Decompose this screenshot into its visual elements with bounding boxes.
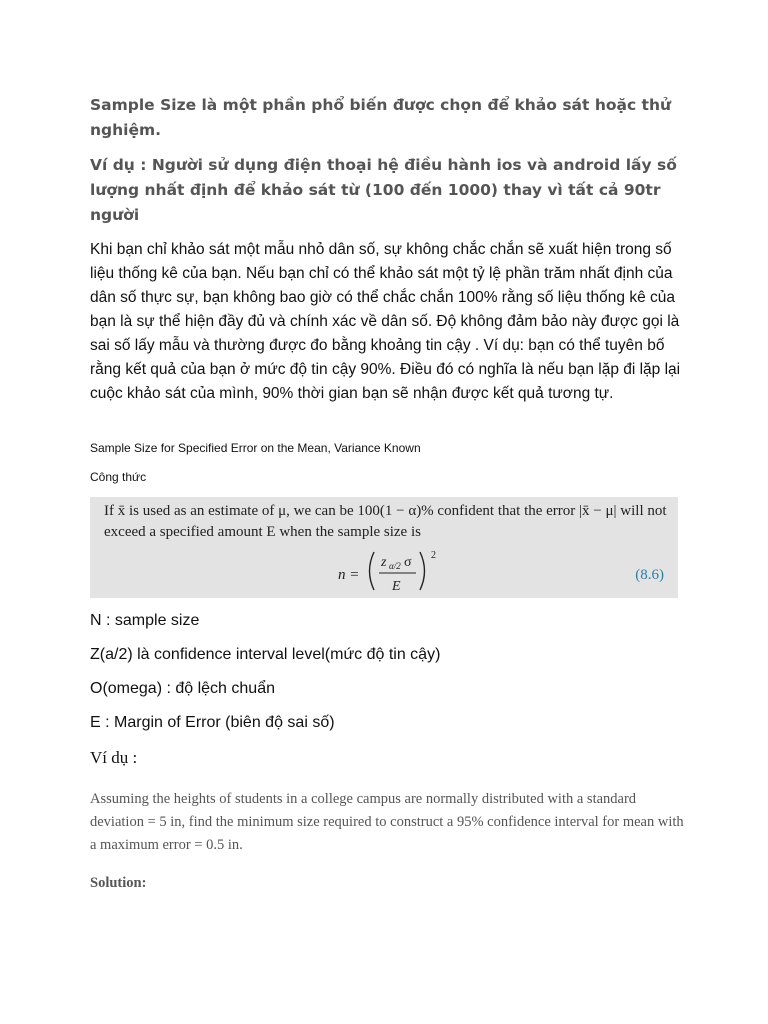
formula-equation [338,546,518,601]
formula-sigma: σ [404,555,412,570]
left-paren [370,552,375,590]
formula-exponent: 2 [431,550,436,561]
formula-statement: If x̄ is used as an estimate of μ, we can be 100(1 − α)% confident that the error |x̄ − μ| will not exceed a specified amount E when the sample size is [104,503,667,540]
formula-svg [338,546,518,596]
body-paragraph: Khi bạn chỉ khảo sát một mẫu nhỏ dân số, sự không chắc chắn sẽ xuất hiện trong số liệu thống kê của bạn. Nếu bạn chỉ có thể khảo sát một tỷ lệ phần trăm nhất định của dân số thực sự, bạn không bao giờ có thể chắc chắn 100% rằng số liệu thống kê của bạn là sự thể hiện đầy đủ và chính xác về dân số. Độ không đảm bảo này được gọi là sai số lấy mẫu và thường được đo bằng khoảng tin cậy . Ví dụ: bạn có thể tuyên bố rằng kết quả của bạn ở mức độ tin cậy 90%. Điều đó có nghĩa là nếu bạn lặp đi lặp lại cuộc khảo sát của mình, 90% thời gian bạn sẽ nhận được kết quả tương tự. [90,241,681,402]
definition-e: E : Margin of Error (biên độ sai số) [90,714,335,731]
formula-subscript: α/2 [389,561,401,571]
example-heading: Ví dụ : [90,748,138,767]
formula-denominator: E [392,579,401,594]
equation-number: (8.6) [635,567,664,583]
formula-box [90,497,678,598]
heading-example: Ví dụ : Người sử dụng điện thoại hệ điều hành ios và android lấy số lượng nhất định để khảo sát từ (100 đến 1000) thay vì tất cả 90tr người [90,156,677,224]
section-subtitle: Sample Size for Specified Error on the Mean, Variance Known [90,441,421,455]
formula-numerator-z: z [381,555,387,570]
formula-label: Công thức [90,470,147,484]
formula-lhs: n = [338,567,360,583]
definition-n: N : sample size [90,612,200,629]
definition-omega: O(omega) : độ lệch chuẩn [90,680,275,697]
right-paren [420,552,425,590]
solution-label: Solution: [90,875,147,891]
problem-text: Assuming the heights of students in a college campus are normally distributed with a standard deviation = 5 in, find the minimum size required to construct a 95% confidence interval for mean with a maximum error = 0.5 in. [90,791,684,853]
definition-z: Z(a/2) là confidence interval level(mức độ tin cậy) [90,646,441,663]
heading-definition: Sample Size là một phần phổ biến được chọn để khảo sát hoặc thử nghiệm. [90,96,672,139]
